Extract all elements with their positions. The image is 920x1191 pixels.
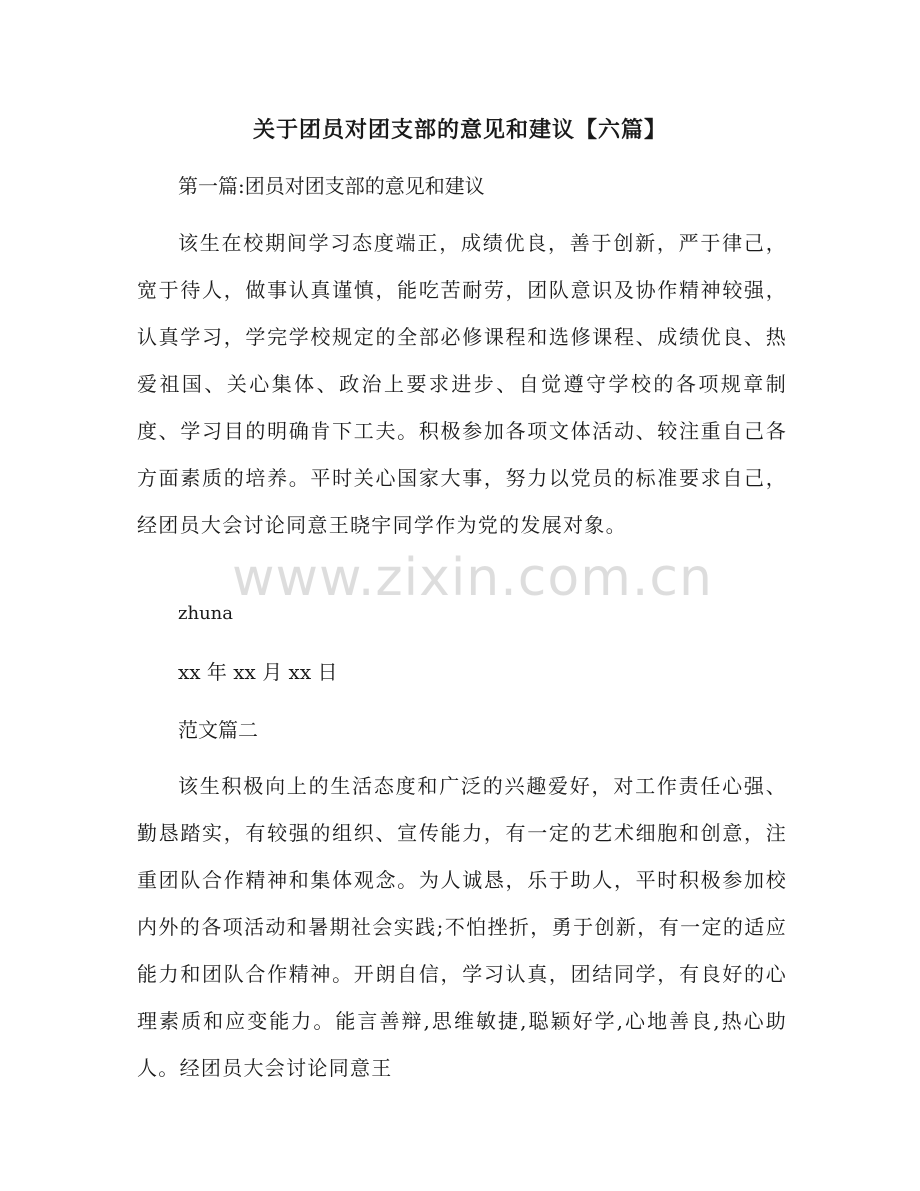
section2-heading: 范文篇二 (178, 718, 258, 742)
watermark: www.zixin.com.cn (232, 548, 713, 608)
section1-heading: 第一篇:团员对团支部的意见和建议 (178, 174, 485, 198)
document-title: 关于团员对团支部的意见和建议【六篇】 (252, 117, 667, 143)
section2-body: 该生积极向上的生活态度和广泛的兴趣爱好，对工作责任心强、勤恳踏实，有较强的组织、宣传能力，有一定的艺术细胞和创意，注重团队合作精神和集体观念。为人诚恳，乐于助人，平时积极参加校内外的各项活动和暑期社会实践;不怕挫折，勇于创新，有一定的适应能力和团队合作精神。开朗自信，学习认真，团结同学，有良好的心理素质和应变能力。能言善辩,思维敏捷,聪颖好学,心地善良,热心助人。经团员大会讨论同意王 (137, 774, 787, 1080)
section1-body: 该生在校期间学习态度端正，成绩优良，善于创新，严于律己，宽于待人，做事认真谨慎，能吃苦耐劳，团队意识及协作精神较强，认真学习，学完学校规定的全部必修课程和选修课程、成绩优良、热爱祖国、关心集体、政治上要求进步、自觉遵守学校的各项规章制度、学习目的明确肯下工夫。积极参加各项文体活动、较注重自己各方面素质的培养。平时关心国家大事，努力以党员的标准要求自己，经团员大会讨论同意王晓宇同学作为党的发展对象。 (137, 231, 787, 537)
date-line: xx 年 xx 月 xx 日 (178, 660, 338, 684)
signature: zhuna (178, 603, 233, 624)
